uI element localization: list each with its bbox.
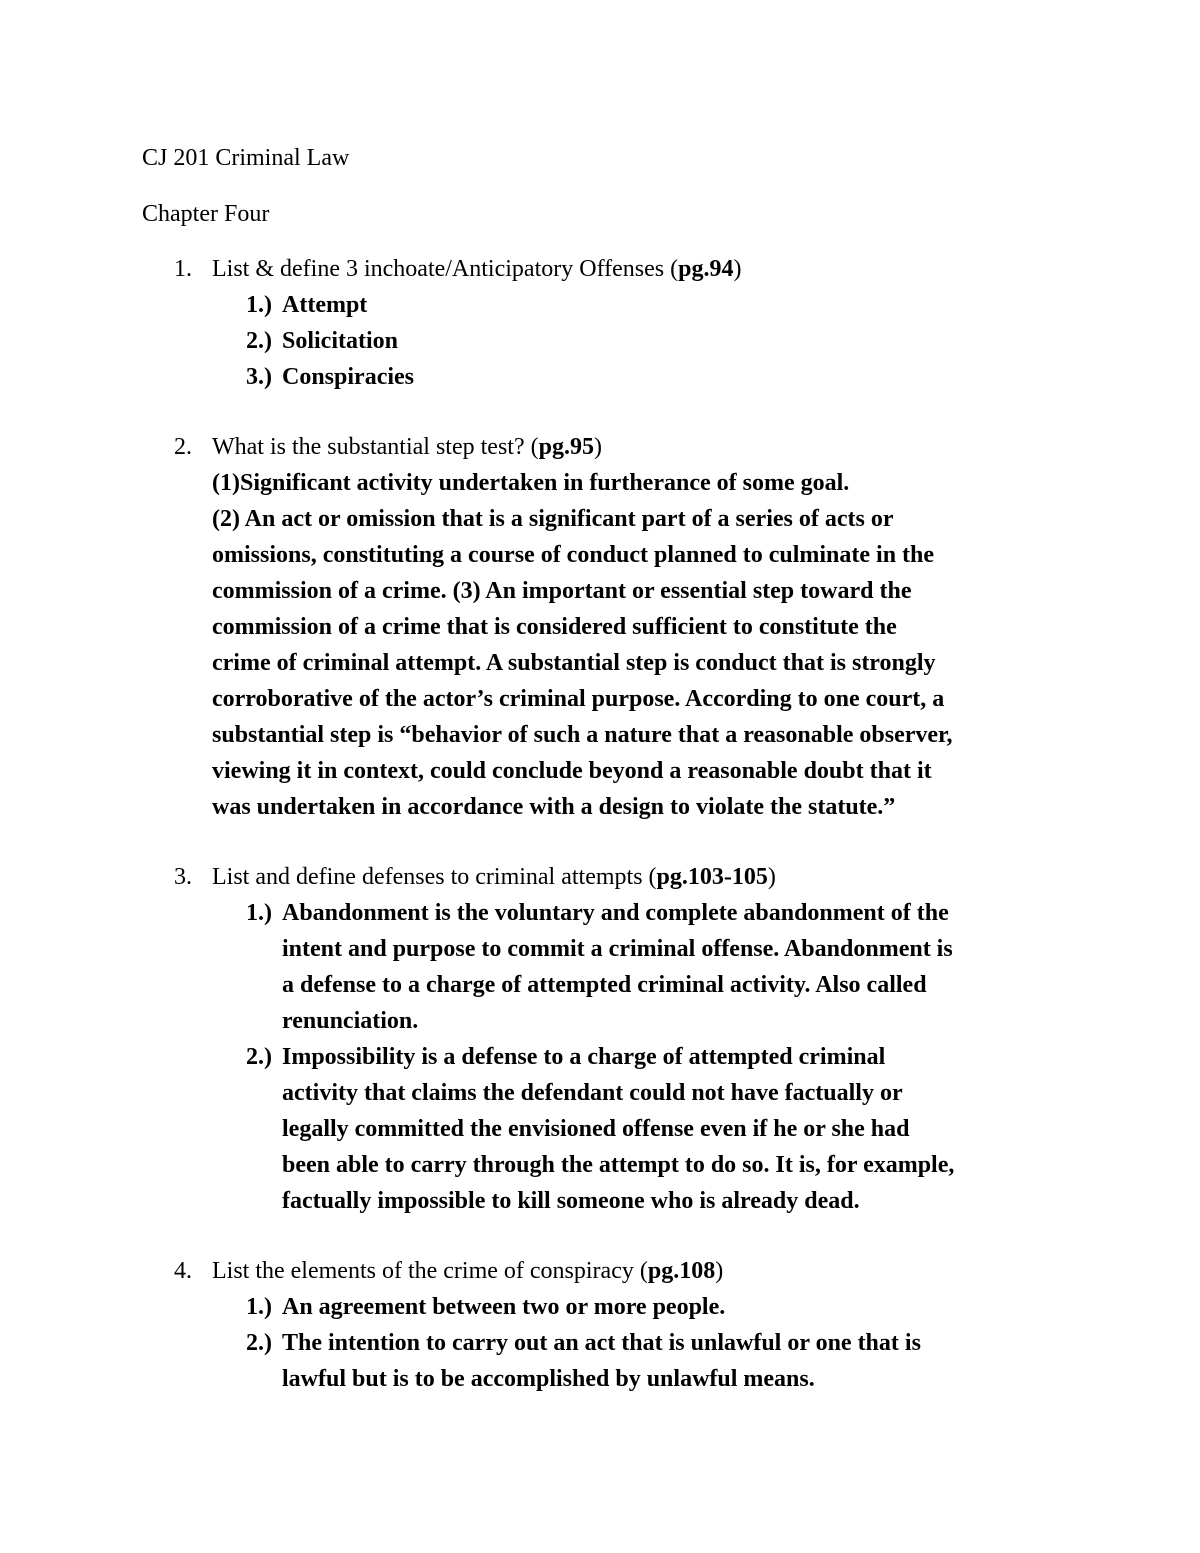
page-reference: pg.103-105 xyxy=(656,864,768,890)
list-item xyxy=(212,1325,1072,1397)
question-3 xyxy=(142,859,1072,1219)
answer-block xyxy=(212,465,1072,825)
chapter-heading: Chapter Four xyxy=(142,201,270,227)
answer-line: commission of a crime that is considered sufficient to constitute the xyxy=(212,614,897,640)
question-list xyxy=(142,251,1072,1397)
list-item xyxy=(212,287,1072,323)
list-item xyxy=(212,1289,1072,1325)
answer-line: (2) An act or omission that is a significant part of a series of acts or xyxy=(212,506,894,532)
course-title: CJ 201 Criminal Law xyxy=(142,145,350,171)
item-text: Conspiracies xyxy=(282,364,414,390)
question-number: 3. xyxy=(174,864,192,890)
item-line: intent and purpose to commit a criminal offense. Abandonment is xyxy=(282,936,953,962)
item-line: Abandonment is the voluntary and complete abandonment of the xyxy=(282,900,949,926)
item-line: The intention to carry out an act that is unlawful or one that is xyxy=(282,1330,921,1356)
question-1 xyxy=(142,251,1072,395)
item-number: 1.) xyxy=(246,292,272,318)
list-item xyxy=(212,323,1072,359)
page-reference: pg.108 xyxy=(647,1258,716,1284)
list-item xyxy=(212,359,1072,395)
item-text: Solicitation xyxy=(282,328,399,354)
question-prompt-text: List & define 3 inchoate/Anticipatory Offenses ( xyxy=(212,256,679,282)
item-text: Attempt xyxy=(282,292,368,318)
answer-line: viewing it in context, could conclude beyond a reasonable doubt that it xyxy=(212,758,932,784)
item-number: 1.) xyxy=(246,1294,272,1320)
answer-line: substantial step is “behavior of such a nature that a reasonable observer, xyxy=(212,722,953,748)
question-prompt-text: What is the substantial step test? ( xyxy=(212,434,539,460)
question-prompt xyxy=(212,251,1072,287)
page-reference: pg.94 xyxy=(678,256,734,282)
answer-line: (1)Significant activity undertaken in furtherance of some goal. xyxy=(212,470,850,496)
answer-line: omissions, constituting a course of conduct planned to culminate in the xyxy=(212,542,935,568)
list-item xyxy=(212,1039,1072,1219)
item-line: An agreement between two or more people. xyxy=(282,1294,726,1320)
item-line: renunciation. xyxy=(282,1008,419,1034)
answer-list xyxy=(212,287,1072,395)
item-number: 1.) xyxy=(246,900,272,926)
answer-line: crime of criminal attempt. A substantial step is conduct that is strongly xyxy=(212,650,936,676)
item-line: a defense to a charge of attempted criminal activity. Also called xyxy=(282,972,927,998)
paren-close: ) xyxy=(733,256,742,282)
item-line: lawful but is to be accomplished by unlawful means. xyxy=(282,1366,815,1392)
question-number: 1. xyxy=(174,256,192,282)
answer-line: was undertaken in accordance with a design to violate the statute.” xyxy=(212,794,896,820)
item-number: 2.) xyxy=(246,1044,272,1070)
document-page xyxy=(142,140,1072,1397)
list-item xyxy=(212,895,1072,1039)
question-2 xyxy=(142,429,1072,825)
answer-list xyxy=(212,1289,1072,1397)
question-prompt xyxy=(212,859,1072,895)
paren-close: ) xyxy=(767,864,776,890)
question-prompt-text: List the elements of the crime of conspiracy ( xyxy=(212,1258,648,1284)
question-4 xyxy=(142,1253,1072,1397)
item-number: 2.) xyxy=(246,328,272,354)
question-number: 4. xyxy=(174,1258,192,1284)
question-number: 2. xyxy=(174,434,192,460)
answer-line: corroborative of the actor’s criminal purpose. According to one court, a xyxy=(212,686,945,712)
answer-list xyxy=(212,895,1072,1219)
item-line: legally committed the envisioned offense even if he or she had xyxy=(282,1116,910,1142)
paren-close: ) xyxy=(715,1258,724,1284)
item-line: factually impossible to kill someone who is already dead. xyxy=(282,1188,860,1214)
question-prompt xyxy=(212,429,1072,465)
item-line: activity that claims the defendant could not have factually or xyxy=(282,1080,903,1106)
item-line: been able to carry through the attempt to do so. It is, for example, xyxy=(282,1152,955,1178)
question-prompt xyxy=(212,1253,1072,1289)
item-number: 3.) xyxy=(246,364,272,390)
item-number: 2.) xyxy=(246,1330,272,1356)
question-prompt-text: List and define defenses to criminal attempts ( xyxy=(212,864,657,890)
answer-line: commission of a crime. (3) An important or essential step toward the xyxy=(212,578,912,604)
paren-close: ) xyxy=(593,434,602,460)
page-reference: pg.95 xyxy=(538,434,594,460)
item-line: Impossibility is a defense to a charge of attempted criminal xyxy=(282,1044,886,1070)
